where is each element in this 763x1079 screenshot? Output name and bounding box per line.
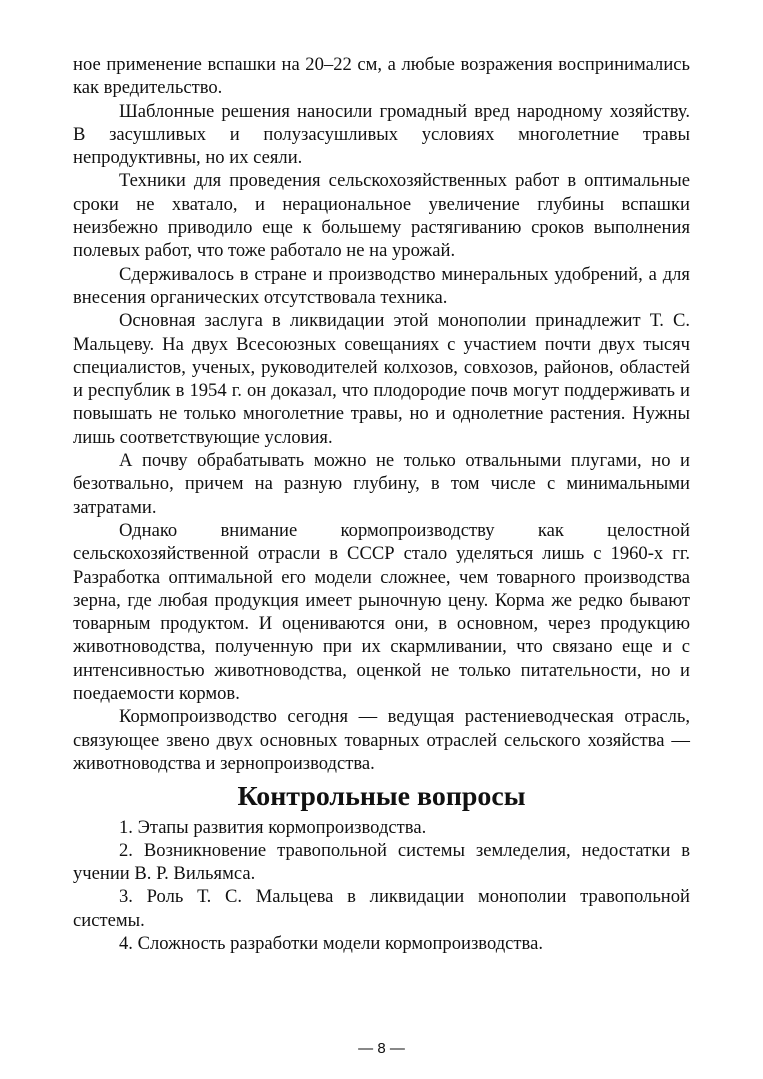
body-paragraph: Основная заслуга в ликвидации этой монополии принадлежит Т. С. Мальцеву. На двух Всесоюзных совещаниях с участием почти двух тысяч специалистов, ученых, руководителей колхозов, совхозов, районов, областей и республик в 1954 г. он доказал, что плодородие почв могут поддерживать и повышать не только многолетние травы, но и однолетние растения. Нужны лишь соответствующие условия.	[73, 310, 690, 448]
body-paragraph: Кормопроизводство сегодня — ведущая растениеводческая отрасль, связующее звено двух основных товарных отраслей сельского хозяйства — животноводства и зернопроизводства.	[73, 706, 690, 774]
question-item: 2. Возникновение травопольной системы земледелия, недостатки в учении В. Р. Вильямса.	[73, 839, 690, 885]
page-body	[73, 53, 690, 955]
page-number: — 8 —	[358, 1040, 405, 1057]
body-paragraph: Шаблонные решения наносили громадный вред народному хозяйству. В засушливых и полузасушливых условиях многолетние травы непродуктивны, но их сеяли.	[73, 100, 690, 169]
question-item: 4. Сложность разработки модели кормопроизводства.	[119, 932, 543, 954]
question-item: 3. Роль Т. С. Мальцева в ликвидации монополии травопольной системы.	[73, 886, 690, 931]
body-paragraph-continuation: ное применение вспашки на 20–22 см, а любые возражения воспринимались как вредительство.	[73, 54, 690, 99]
body-paragraph: Техники для проведения сельскохозяйственных работ в оптимальные сроки не хватало, и нерациональное увеличение глубины вспашки неизбежно приводило еще к большему растягиванию сроков выполнения полевых работ, что тоже работало не на урожай.	[73, 170, 690, 262]
body-paragraph: А почву обрабатывать можно не только отвальными плугами, но и безотвально, причем на разную глубину, в том числе с минимальными затратами.	[73, 450, 690, 518]
section-heading: Контрольные вопросы	[237, 781, 526, 813]
questions-list	[73, 816, 690, 956]
question-item: 1. Этапы развития кормопроизводства.	[119, 816, 427, 838]
body-paragraph: Сдерживалось в стране и производство минеральных удобрений, а для внесения органических отсутствовала техника.	[73, 263, 690, 308]
body-paragraph: Однако внимание кормопроизводству как целостной сельскохозяйственной отрасли в СССР стало уделяться лишь с 1960-х гг. Разработка оптимальной его модели сложнее, чем товарного производства зерна, где любая продукция имеет рыночную цену. Корма же редко бывают товарным продуктом. И оцениваются они, в основном, через продукцию животноводства, полученную при их скармливании, что связано еще и с интенсивностью животноводства, оценкой не только питательности, но и поедаемости кормов.	[73, 519, 690, 705]
